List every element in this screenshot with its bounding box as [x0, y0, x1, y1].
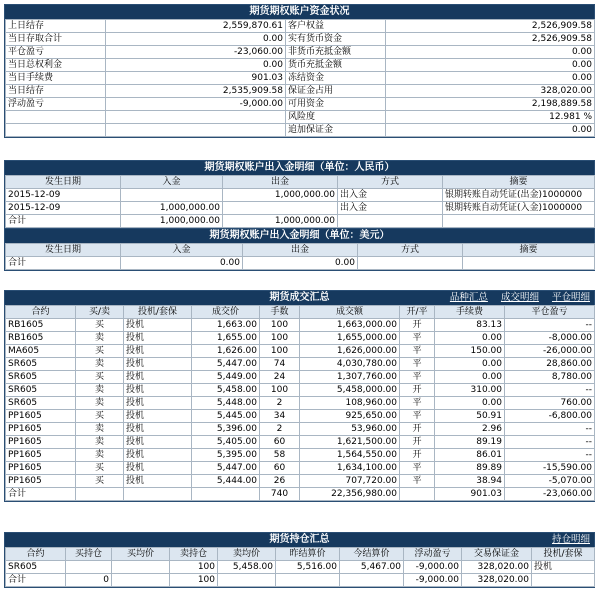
table-cell: 5,405.00 — [192, 436, 260, 449]
table-cell: 1,626,000.00 — [300, 345, 400, 358]
table-cell: 86.01 — [435, 449, 505, 462]
table-cell: 925,650.00 — [300, 410, 400, 423]
table-cell: 平 — [400, 358, 435, 371]
summary-row — [6, 85, 595, 98]
table-cell: 58 — [260, 449, 300, 462]
summary-right-value: 0.00 — [386, 124, 595, 137]
trade-summary-panel — [4, 290, 595, 502]
total-cell — [340, 574, 404, 587]
total-cell: 0 — [66, 574, 112, 587]
total-cell — [112, 574, 170, 587]
table-cell: 53,960.00 — [300, 423, 400, 436]
table-cell: 卖 — [76, 332, 124, 345]
close-detail-link[interactable]: 平仓明细 — [551, 292, 590, 303]
total-cell: 合计 — [6, 574, 66, 587]
column-header: 出金 — [243, 244, 358, 257]
summary-left-value: -9,000.00 — [106, 98, 286, 111]
cny-cash-flow-title: 期货期权账户出入金明细（单位：人民币） — [5, 161, 594, 175]
table-cell: -- — [505, 384, 595, 397]
table-cell: 5,516.00 — [276, 561, 340, 574]
table-row — [6, 462, 595, 475]
column-header: 入金 — [121, 244, 243, 257]
column-header: 今结算价 — [340, 548, 404, 561]
table-cell: 5,447.00 — [192, 462, 260, 475]
table-cell: 5,395.00 — [192, 449, 260, 462]
column-header: 出金 — [223, 176, 338, 189]
table-cell — [463, 257, 595, 270]
usd-cash-flow-table — [5, 243, 595, 270]
table-cell: 89.19 — [435, 436, 505, 449]
table-cell: 24 — [260, 371, 300, 384]
table-cell — [121, 189, 223, 202]
column-header: 合约 — [6, 548, 66, 561]
table-cell: PP1605 — [6, 449, 76, 462]
table-cell: 买 — [76, 410, 124, 423]
column-header: 投机/套保 — [124, 306, 192, 319]
column-header: 买均价 — [112, 548, 170, 561]
total-row — [6, 574, 595, 587]
summary-row — [6, 46, 595, 59]
table-cell: -- — [505, 319, 595, 332]
table-cell: 投机 — [124, 371, 192, 384]
summary-left-value — [106, 111, 286, 124]
summary-left-label: 当日手续费 — [6, 72, 106, 85]
column-header: 买/卖 — [76, 306, 124, 319]
table-cell: 平 — [400, 462, 435, 475]
total-cell: 22,356,980.00 — [300, 488, 400, 501]
table-cell: 0.00 — [435, 371, 505, 384]
summary-right-value: 12.981 % — [386, 111, 595, 124]
usd-cash-flow-title: 期货期权账户出入金明细（单位：美元） — [5, 228, 594, 243]
table-cell: 0.00 — [435, 397, 505, 410]
table-cell: 5,445.00 — [192, 410, 260, 423]
table-cell: 平 — [400, 397, 435, 410]
table-row — [6, 371, 595, 384]
column-header: 投机/套保 — [532, 548, 595, 561]
table-cell: PP1605 — [6, 410, 76, 423]
position-summary-table — [5, 547, 595, 587]
table-cell: 投机 — [124, 449, 192, 462]
table-cell: 5,447.00 — [192, 358, 260, 371]
position-summary-panel — [4, 532, 595, 588]
trade-summary-table — [5, 305, 595, 501]
table-cell: 投机 — [124, 475, 192, 488]
table-cell: 平 — [400, 345, 435, 358]
summary-left-label: 上日结存 — [6, 20, 106, 33]
summary-row — [6, 124, 595, 137]
table-cell: 投机 — [124, 423, 192, 436]
table-cell: 开 — [400, 384, 435, 397]
table-cell: -15,590.00 — [505, 462, 595, 475]
table-row — [6, 410, 595, 423]
table-cell: 投机 — [124, 319, 192, 332]
table-cell: -- — [505, 449, 595, 462]
table-cell: 银期转账自动凭证(入金)1000000 — [443, 202, 595, 215]
table-cell — [223, 202, 338, 215]
table-cell: 卖 — [76, 436, 124, 449]
fund-summary-panel — [4, 4, 595, 138]
summary-right-value: 0.00 — [386, 59, 595, 72]
column-header: 成交价 — [192, 306, 260, 319]
summary-left-label: 平仓盈亏 — [6, 46, 106, 59]
column-header: 平仓盈亏 — [505, 306, 595, 319]
column-header: 买持仓 — [66, 548, 112, 561]
table-cell: 投机 — [124, 397, 192, 410]
table-cell: 100 — [260, 384, 300, 397]
table-cell: 1,000,000.00 — [121, 215, 223, 228]
summary-right-value: 2,526,909.58 — [386, 33, 595, 46]
table-cell: 5,449.00 — [192, 371, 260, 384]
table-cell — [338, 215, 443, 228]
table-cell: 60 — [260, 462, 300, 475]
table-cell: 2.96 — [435, 423, 505, 436]
variety-summary-link[interactable]: 品种汇总 — [449, 292, 488, 303]
table-row — [6, 475, 595, 488]
table-cell: 60 — [260, 436, 300, 449]
summary-right-value: 328,020.00 — [386, 85, 595, 98]
column-header: 摘要 — [463, 244, 595, 257]
table-header-row — [6, 176, 595, 189]
column-header: 交易保证金 — [462, 548, 532, 561]
table-cell — [443, 215, 595, 228]
table-cell: 707,720.00 — [300, 475, 400, 488]
table-cell: 2015-12-09 — [6, 202, 121, 215]
table-cell: 买 — [76, 371, 124, 384]
cash-flow-panel — [4, 160, 595, 271]
table-cell: 买 — [76, 345, 124, 358]
table-cell: SR605 — [6, 384, 76, 397]
table-cell: 50.91 — [435, 410, 505, 423]
summary-left-label: 当日结存 — [6, 85, 106, 98]
summary-left-label — [6, 124, 106, 137]
table-row — [6, 358, 595, 371]
total-cell — [218, 574, 276, 587]
summary-row — [6, 59, 595, 72]
table-cell: -5,070.00 — [505, 475, 595, 488]
table-cell: 合计 — [6, 257, 121, 270]
table-cell — [112, 561, 170, 574]
table-cell: 1,655,000.00 — [300, 332, 400, 345]
table-cell: 卖 — [76, 423, 124, 436]
table-row — [6, 189, 595, 202]
table-cell: PP1605 — [6, 436, 76, 449]
table-cell: 108,960.00 — [300, 397, 400, 410]
table-cell: -9,000.00 — [404, 561, 462, 574]
summary-left-value: 901.03 — [106, 72, 286, 85]
table-cell: 银期转账自动凭证(出金)1000000 — [443, 189, 595, 202]
table-cell: 0.00 — [121, 257, 243, 270]
total-cell: 合计 — [6, 488, 76, 501]
table-cell: 买 — [76, 475, 124, 488]
table-cell: 2 — [260, 423, 300, 436]
table-cell: 0.00 — [435, 332, 505, 345]
table-cell: 1,621,500.00 — [300, 436, 400, 449]
column-header: 手数 — [260, 306, 300, 319]
summary-row — [6, 98, 595, 111]
total-cell — [192, 488, 260, 501]
total-cell: 901.03 — [435, 488, 505, 501]
table-cell: 1,655.00 — [192, 332, 260, 345]
table-cell: 合计 — [6, 215, 121, 228]
summary-left-value: 2,535,909.58 — [106, 85, 286, 98]
total-cell — [400, 488, 435, 501]
table-cell: 卖 — [76, 449, 124, 462]
table-cell: 1,634,100.00 — [300, 462, 400, 475]
summary-row — [6, 72, 595, 85]
total-cell: -23,060.00 — [505, 488, 595, 501]
table-cell: 投机 — [124, 436, 192, 449]
table-cell: 平 — [400, 371, 435, 384]
table-cell: PP1605 — [6, 423, 76, 436]
column-header: 卖持仓 — [170, 548, 218, 561]
trade-summary-links — [440, 291, 590, 305]
position-detail-link[interactable]: 持仓明细 — [551, 534, 590, 545]
table-cell: 5,396.00 — [192, 423, 260, 436]
table-cell: 平 — [400, 332, 435, 345]
table-cell: 150.00 — [435, 345, 505, 358]
table-cell: -- — [505, 423, 595, 436]
table-cell: 1,000,000.00 — [121, 202, 223, 215]
table-row — [6, 561, 595, 574]
column-header: 方式 — [338, 176, 443, 189]
table-cell: 买 — [76, 462, 124, 475]
trade-summary-title: 期货成交汇总 — [269, 292, 330, 303]
table-cell: 89.89 — [435, 462, 505, 475]
table-cell: 4,030,780.00 — [300, 358, 400, 371]
total-cell — [124, 488, 192, 501]
summary-right-label: 保证金占用 — [286, 85, 386, 98]
table-cell: -26,000.00 — [505, 345, 595, 358]
table-cell: 1,564,550.00 — [300, 449, 400, 462]
table-cell: 投机 — [124, 358, 192, 371]
table-cell: 310.00 — [435, 384, 505, 397]
table-cell: PP1605 — [6, 462, 76, 475]
table-cell: 26 — [260, 475, 300, 488]
table-cell: 出入金 — [338, 202, 443, 215]
table-cell: 卖 — [76, 397, 124, 410]
fund-summary-table — [5, 19, 595, 137]
table-cell: 100 — [170, 561, 218, 574]
table-cell: SR605 — [6, 561, 66, 574]
position-summary-links — [542, 533, 590, 547]
summary-right-label: 风险度 — [286, 111, 386, 124]
table-cell: SR605 — [6, 397, 76, 410]
table-cell: 74 — [260, 358, 300, 371]
table-cell: 1,626.00 — [192, 345, 260, 358]
table-row — [6, 397, 595, 410]
table-cell: 平 — [400, 475, 435, 488]
table-cell: 100 — [260, 332, 300, 345]
summary-right-label: 客户权益 — [286, 20, 386, 33]
summary-left-value: 2,559,870.61 — [106, 20, 286, 33]
summary-right-value: 0.00 — [386, 72, 595, 85]
summary-right-label: 非货币充抵金额 — [286, 46, 386, 59]
table-header-row — [6, 548, 595, 561]
column-header: 发生日期 — [6, 244, 121, 257]
table-cell: 平 — [400, 410, 435, 423]
table-cell: 卖 — [76, 358, 124, 371]
column-header: 发生日期 — [6, 176, 121, 189]
table-cell: -8,000.00 — [505, 332, 595, 345]
table-cell: 投机 — [124, 384, 192, 397]
table-cell: -- — [505, 436, 595, 449]
column-header: 昨结算价 — [276, 548, 340, 561]
table-cell: 5,458.00 — [192, 384, 260, 397]
table-cell: 出入金 — [338, 189, 443, 202]
summary-right-label: 实有货币资金 — [286, 33, 386, 46]
table-cell: 5,444.00 — [192, 475, 260, 488]
table-cell: 5,458,000.00 — [300, 384, 400, 397]
table-cell — [358, 257, 463, 270]
table-cell: RB1605 — [6, 319, 76, 332]
summary-left-label: 当日存取合计 — [6, 33, 106, 46]
table-cell: 38.94 — [435, 475, 505, 488]
summary-left-label: 当日总权利金 — [6, 59, 106, 72]
table-cell: 投机 — [124, 345, 192, 358]
table-row — [6, 345, 595, 358]
table-cell: 8,780.00 — [505, 371, 595, 384]
summary-left-value: 0.00 — [106, 33, 286, 46]
summary-left-value: -23,060.00 — [106, 46, 286, 59]
table-cell: 投机 — [124, 332, 192, 345]
summary-right-label: 冻结资金 — [286, 72, 386, 85]
trade-detail-link[interactable]: 成交明细 — [500, 292, 539, 303]
table-cell: 投机 — [532, 561, 595, 574]
table-cell: SR605 — [6, 371, 76, 384]
table-cell: 开 — [400, 436, 435, 449]
column-header: 卖均价 — [218, 548, 276, 561]
total-cell — [276, 574, 340, 587]
table-cell: 卖 — [76, 384, 124, 397]
position-summary-header — [5, 533, 594, 547]
table-header-row — [6, 306, 595, 319]
column-header: 合约 — [6, 306, 76, 319]
total-cell — [532, 574, 595, 587]
column-header: 成交额 — [300, 306, 400, 319]
table-cell: 1,000,000.00 — [223, 189, 338, 202]
table-row — [6, 423, 595, 436]
table-cell: 100 — [260, 319, 300, 332]
summary-right-value: 2,198,889.58 — [386, 98, 595, 111]
table-cell: 投机 — [124, 410, 192, 423]
table-row — [6, 332, 595, 345]
table-cell: 1,663.00 — [192, 319, 260, 332]
position-summary-title: 期货持仓汇总 — [269, 534, 330, 545]
table-cell: 5,458.00 — [218, 561, 276, 574]
table-row — [6, 449, 595, 462]
table-header-row — [6, 244, 595, 257]
table-cell: 5,467.00 — [340, 561, 404, 574]
total-row — [6, 488, 595, 501]
column-header: 手续费 — [435, 306, 505, 319]
table-row — [6, 436, 595, 449]
total-cell: 740 — [260, 488, 300, 501]
table-cell: MA605 — [6, 345, 76, 358]
summary-left-value: 0.00 — [106, 59, 286, 72]
table-cell: 1,663,000.00 — [300, 319, 400, 332]
table-cell: 100 — [260, 345, 300, 358]
summary-right-value: 2,526,909.58 — [386, 20, 595, 33]
table-row — [6, 384, 595, 397]
table-cell: 买 — [76, 319, 124, 332]
cny-cash-flow-table — [5, 175, 595, 228]
summary-row — [6, 20, 595, 33]
table-cell: 328,020.00 — [462, 561, 532, 574]
total-cell: 100 — [170, 574, 218, 587]
summary-right-label: 货币充抵金额 — [286, 59, 386, 72]
table-cell: RB1605 — [6, 332, 76, 345]
table-row — [6, 319, 595, 332]
total-cell: 328,020.00 — [462, 574, 532, 587]
table-cell: 2015-12-09 — [6, 189, 121, 202]
table-cell: 83.13 — [435, 319, 505, 332]
column-header: 开/平 — [400, 306, 435, 319]
summary-right-value: 0.00 — [386, 46, 595, 59]
table-cell: 0.00 — [435, 358, 505, 371]
total-cell: -9,000.00 — [404, 574, 462, 587]
table-row — [6, 215, 595, 228]
table-cell: 5,448.00 — [192, 397, 260, 410]
summary-left-value — [106, 124, 286, 137]
table-cell: 28,860.00 — [505, 358, 595, 371]
table-cell: 开 — [400, 423, 435, 436]
table-row — [6, 202, 595, 215]
column-header: 方式 — [358, 244, 463, 257]
table-cell: 投机 — [124, 462, 192, 475]
column-header: 摘要 — [443, 176, 595, 189]
table-cell: 开 — [400, 449, 435, 462]
table-cell: 开 — [400, 319, 435, 332]
column-header: 浮动盈亏 — [404, 548, 462, 561]
table-cell: 1,307,760.00 — [300, 371, 400, 384]
table-cell: PP1605 — [6, 475, 76, 488]
trade-summary-header — [5, 291, 594, 305]
column-header: 入金 — [121, 176, 223, 189]
table-cell: 34 — [260, 410, 300, 423]
summary-right-label: 追加保证金 — [286, 124, 386, 137]
table-cell: 0.00 — [243, 257, 358, 270]
fund-summary-title: 期货期权账户资金状况 — [5, 5, 594, 19]
table-cell: -6,800.00 — [505, 410, 595, 423]
table-cell: SR605 — [6, 358, 76, 371]
summary-right-label: 可用资金 — [286, 98, 386, 111]
table-cell — [66, 561, 112, 574]
table-cell: 1,000,000.00 — [223, 215, 338, 228]
summary-left-label — [6, 111, 106, 124]
table-row — [6, 257, 595, 270]
table-cell: 760.00 — [505, 397, 595, 410]
total-cell — [76, 488, 124, 501]
summary-row — [6, 111, 595, 124]
summary-row — [6, 33, 595, 46]
summary-left-label: 浮动盈亏 — [6, 98, 106, 111]
table-cell: 2 — [260, 397, 300, 410]
